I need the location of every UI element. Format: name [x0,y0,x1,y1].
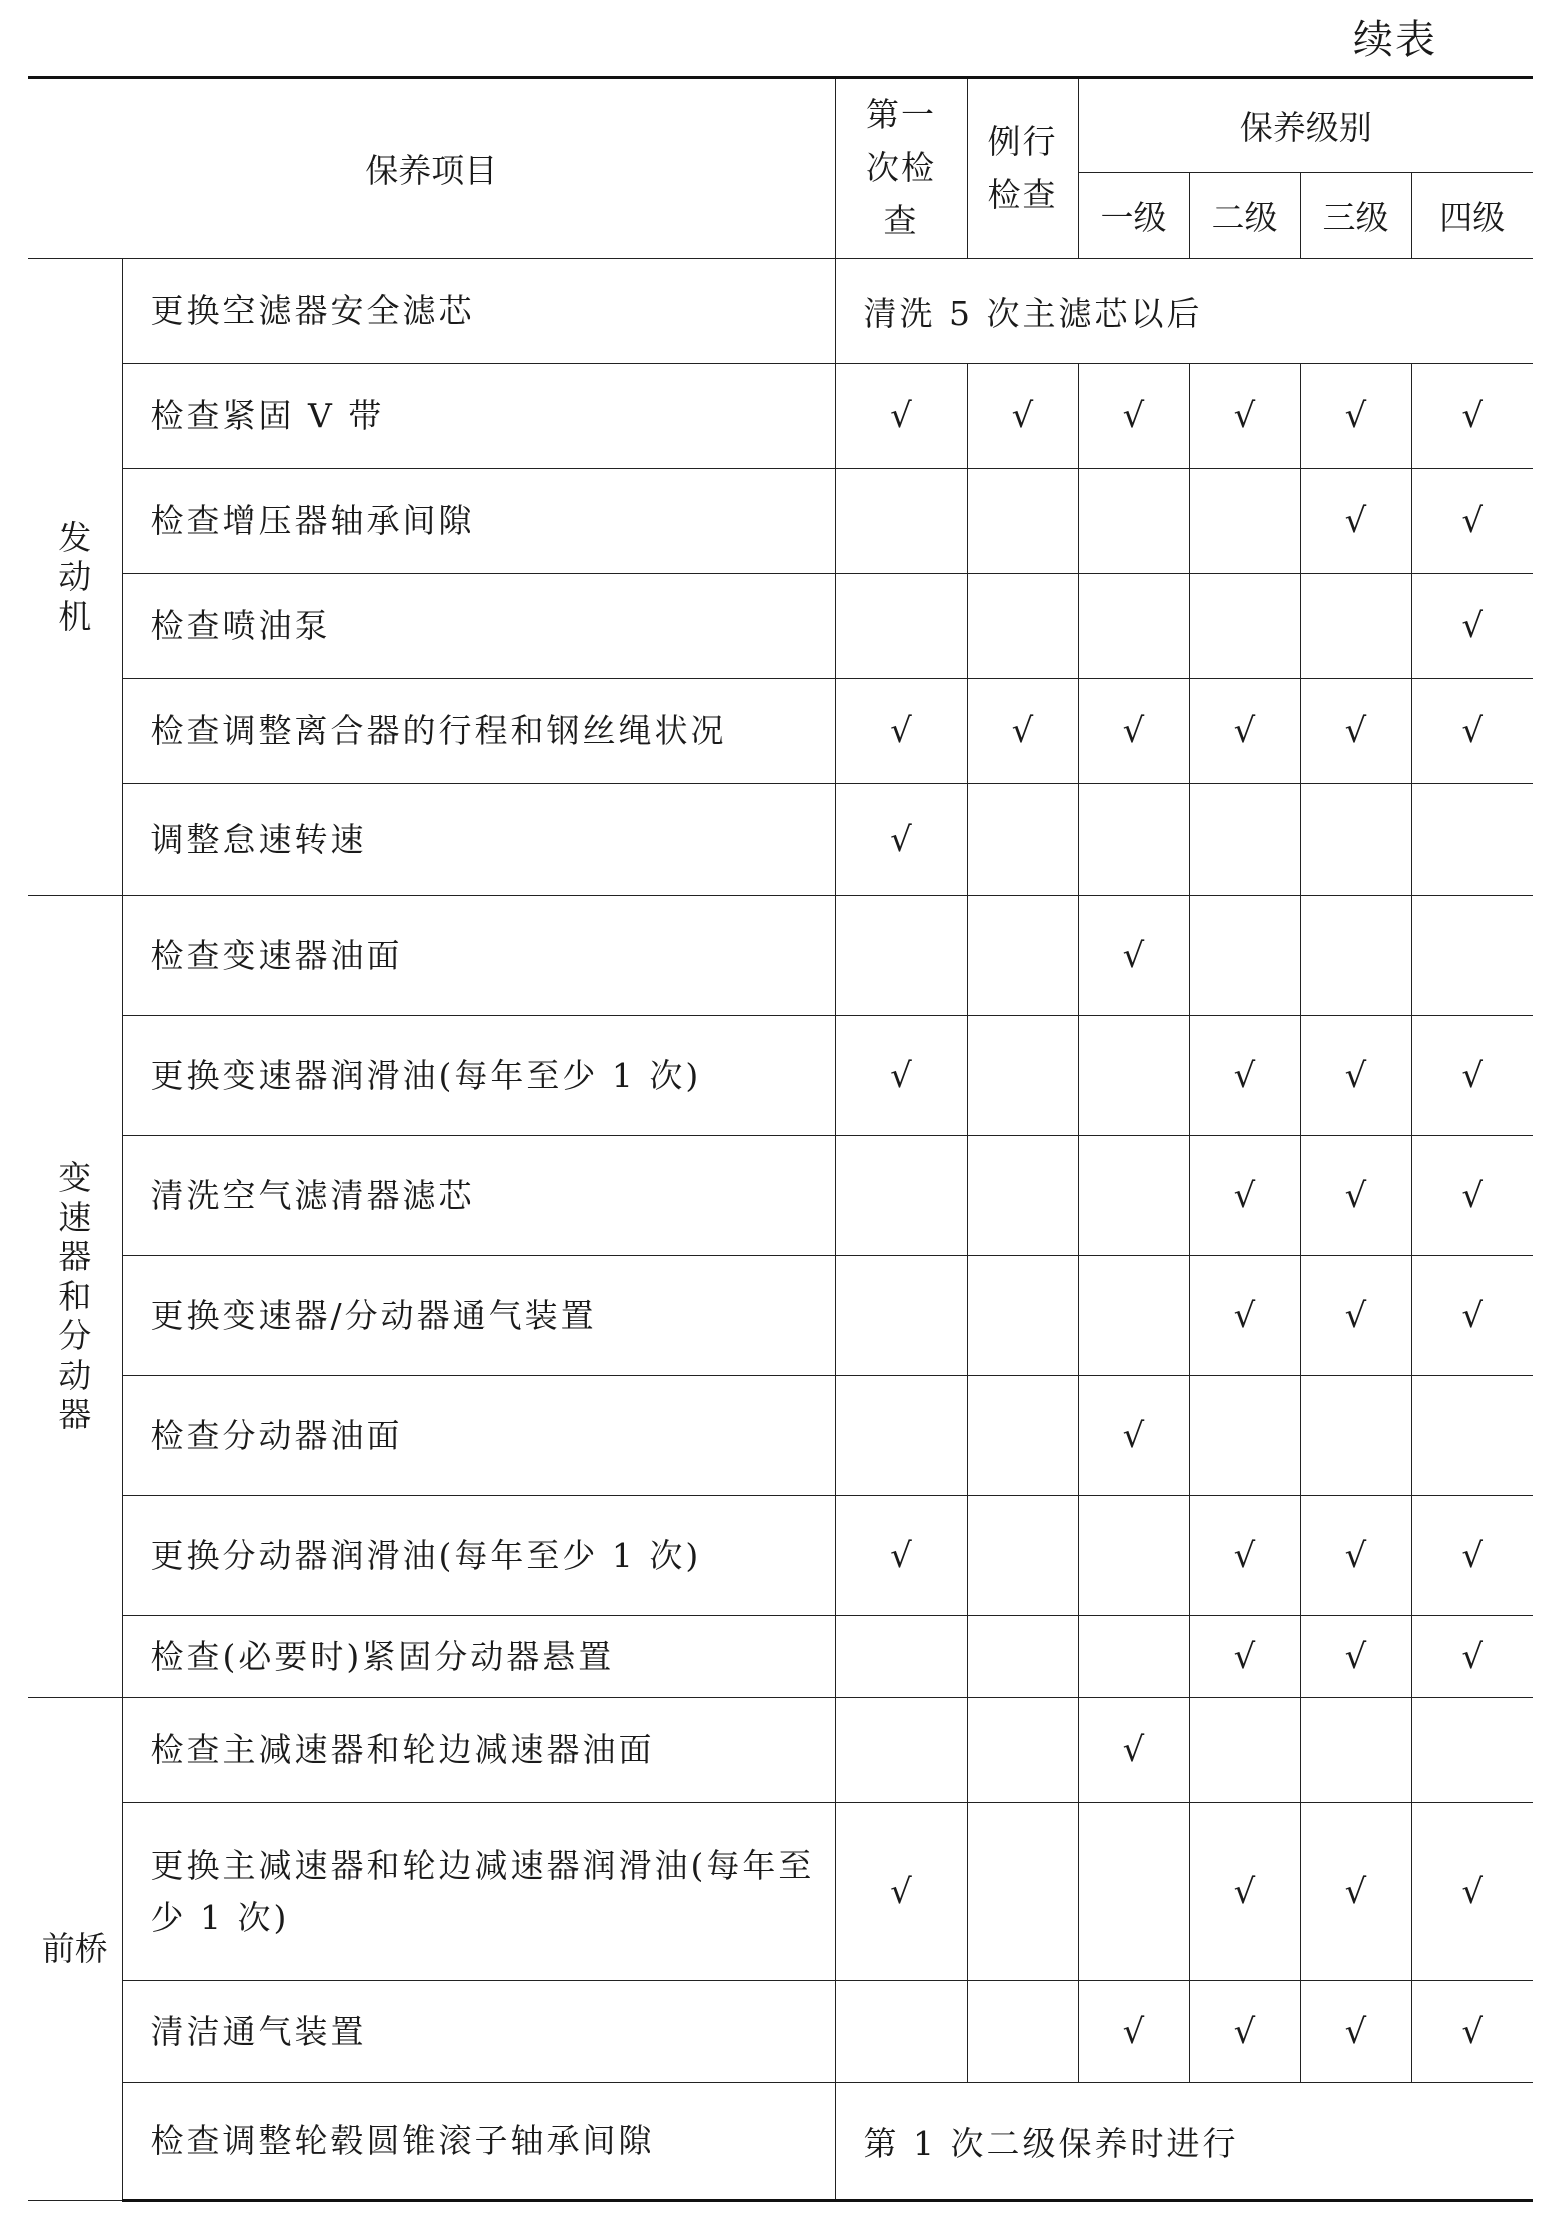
check-mark-icon: √ [1078,1376,1189,1496]
check-mark-icon: √ [967,364,1078,469]
check-mark-icon: √ [835,364,967,469]
empty-cell [1189,469,1300,574]
table-row [28,1616,1533,1698]
check-mark-icon: √ [1411,1803,1533,1981]
empty-cell [1189,1698,1300,1803]
empty-cell [835,1136,967,1256]
check-mark-icon: √ [1078,364,1189,469]
check-mark-icon: √ [967,679,1078,784]
empty-cell [967,469,1078,574]
empty-cell [1189,784,1300,896]
check-mark-icon: √ [1411,1496,1533,1616]
item-cell: 检查主减速器和轮边减速器油面 [122,1698,835,1803]
check-mark-icon: √ [1411,1136,1533,1256]
table-row [28,259,1533,364]
item-cell: 更换变速器润滑油(每年至少 1 次) [122,1016,835,1136]
empty-cell [835,1698,967,1803]
check-mark-icon: √ [1189,1016,1300,1136]
empty-cell [1300,1376,1411,1496]
check-mark-icon: √ [1189,1803,1300,1981]
item-cell: 检查分动器油面 [122,1376,835,1496]
check-mark-icon: √ [1411,574,1533,679]
item-cell: 更换分动器润滑油(每年至少 1 次) [122,1496,835,1616]
item-cell: 检查变速器油面 [122,896,835,1016]
empty-cell [967,784,1078,896]
check-mark-icon: √ [1411,469,1533,574]
item-cell: 更换空滤器安全滤芯 [122,259,835,364]
empty-cell [1078,469,1189,574]
check-mark-icon: √ [1189,1256,1300,1376]
empty-cell [1189,896,1300,1016]
empty-cell [835,1376,967,1496]
empty-cell [1300,574,1411,679]
check-mark-icon: √ [1189,1981,1300,2083]
table-body [28,259,1533,2201]
check-mark-icon: √ [1300,1981,1411,2083]
check-mark-icon: √ [1411,364,1533,469]
empty-cell [1078,1016,1189,1136]
group-label-front-axle: 前桥 [28,1698,122,2201]
check-mark-icon: √ [835,784,967,896]
empty-cell [1078,1256,1189,1376]
header-level-2: 二级 [1189,173,1300,259]
empty-cell [835,1256,967,1376]
item-cell: 检查紧固 V 带 [122,364,835,469]
check-mark-icon: √ [1300,1256,1411,1376]
header-item: 保养项目 [28,78,835,259]
check-mark-icon: √ [1300,364,1411,469]
table-row [28,574,1533,679]
check-mark-icon: √ [1300,1496,1411,1616]
empty-cell [835,1981,967,2083]
continued-caption: 续表 [1353,17,1437,63]
header-routine-check: 例行检查 [967,78,1078,259]
empty-cell [1078,1803,1189,1981]
group-label-transmission: 变速器和分动器 [28,896,122,1698]
check-mark-icon: √ [1078,679,1189,784]
check-mark-icon: √ [1300,1136,1411,1256]
check-mark-icon: √ [1189,364,1300,469]
header-level-4: 四级 [1411,173,1533,259]
check-mark-icon: √ [835,1496,967,1616]
item-cell: 检查调整轮毂圆锥滚子轴承间隙 [122,2083,835,2201]
empty-cell [1078,1616,1189,1698]
table-row [28,1496,1533,1616]
empty-cell [967,1616,1078,1698]
empty-cell [967,1136,1078,1256]
check-mark-icon: √ [1078,896,1189,1016]
table-row [28,1376,1533,1496]
item-cell: 清洗空气滤清器滤芯 [122,1136,835,1256]
check-mark-icon: √ [1300,469,1411,574]
empty-cell [1300,1698,1411,1803]
empty-cell [967,1698,1078,1803]
check-mark-icon: √ [835,1803,967,1981]
item-cell: 调整怠速转速 [122,784,835,896]
table-row [28,1803,1533,1981]
item-cell: 检查调整离合器的行程和钢丝绳状况 [122,679,835,784]
empty-cell [1189,574,1300,679]
check-mark-icon: √ [1411,1016,1533,1136]
empty-cell [967,574,1078,679]
empty-cell [967,1981,1078,2083]
check-mark-icon: √ [1411,1981,1533,2083]
empty-cell [835,469,967,574]
note-cell: 清洗 5 次主滤芯以后 [835,259,1533,364]
check-mark-icon: √ [835,679,967,784]
item-cell: 更换变速器/分动器通气装置 [122,1256,835,1376]
empty-cell [1411,1376,1533,1496]
empty-cell [835,1616,967,1698]
check-mark-icon: √ [1411,1616,1533,1698]
check-mark-icon: √ [1189,679,1300,784]
check-mark-icon: √ [1411,1256,1533,1376]
table-row [28,2083,1533,2201]
header-level-1: 一级 [1078,173,1189,259]
header-level-3: 三级 [1300,173,1411,259]
item-cell: 检查喷油泵 [122,574,835,679]
table-row [28,679,1533,784]
check-mark-icon: √ [1189,1616,1300,1698]
empty-cell [967,1803,1078,1981]
empty-cell [967,896,1078,1016]
note-cell: 第 1 次二级保养时进行 [835,2083,1533,2201]
empty-cell [1411,784,1533,896]
empty-cell [967,1016,1078,1136]
header-first-check: 第一次检查 [835,78,967,259]
empty-cell [1078,784,1189,896]
empty-cell [967,1256,1078,1376]
check-mark-icon: √ [1189,1136,1300,1256]
table-row [28,896,1533,1016]
table-row [28,1136,1533,1256]
empty-cell [1189,1376,1300,1496]
maintenance-table [28,76,1533,2202]
empty-cell [835,574,967,679]
table-row [28,364,1533,469]
table-row [28,1981,1533,2083]
empty-cell [1078,1496,1189,1616]
check-mark-icon: √ [1300,679,1411,784]
empty-cell [835,896,967,1016]
check-mark-icon: √ [1078,1981,1189,2083]
item-cell: 检查(必要时)紧固分动器悬置 [122,1616,835,1698]
group-label-engine: 发动机 [28,259,122,896]
empty-cell [967,1376,1078,1496]
check-mark-icon: √ [1300,1016,1411,1136]
check-mark-icon: √ [1300,1616,1411,1698]
check-mark-icon: √ [1078,1698,1189,1803]
table-row [28,469,1533,574]
empty-cell [1078,574,1189,679]
empty-cell [1411,896,1533,1016]
table-row [28,1256,1533,1376]
item-cell: 清洁通气装置 [122,1981,835,2083]
empty-cell [1078,1136,1189,1256]
empty-cell [1300,784,1411,896]
header-level: 保养级别 [1078,78,1533,173]
table-row [28,1016,1533,1136]
check-mark-icon: √ [1411,679,1533,784]
table-row [28,1698,1533,1803]
item-cell: 更换主减速器和轮边减速器润滑油(每年至少 1 次) [122,1803,835,1981]
empty-cell [1411,1698,1533,1803]
check-mark-icon: √ [835,1016,967,1136]
check-mark-icon: √ [1300,1803,1411,1981]
empty-cell [967,1496,1078,1616]
empty-cell [1300,896,1411,1016]
table-row [28,784,1533,896]
item-cell: 检查增压器轴承间隙 [122,469,835,574]
check-mark-icon: √ [1189,1496,1300,1616]
